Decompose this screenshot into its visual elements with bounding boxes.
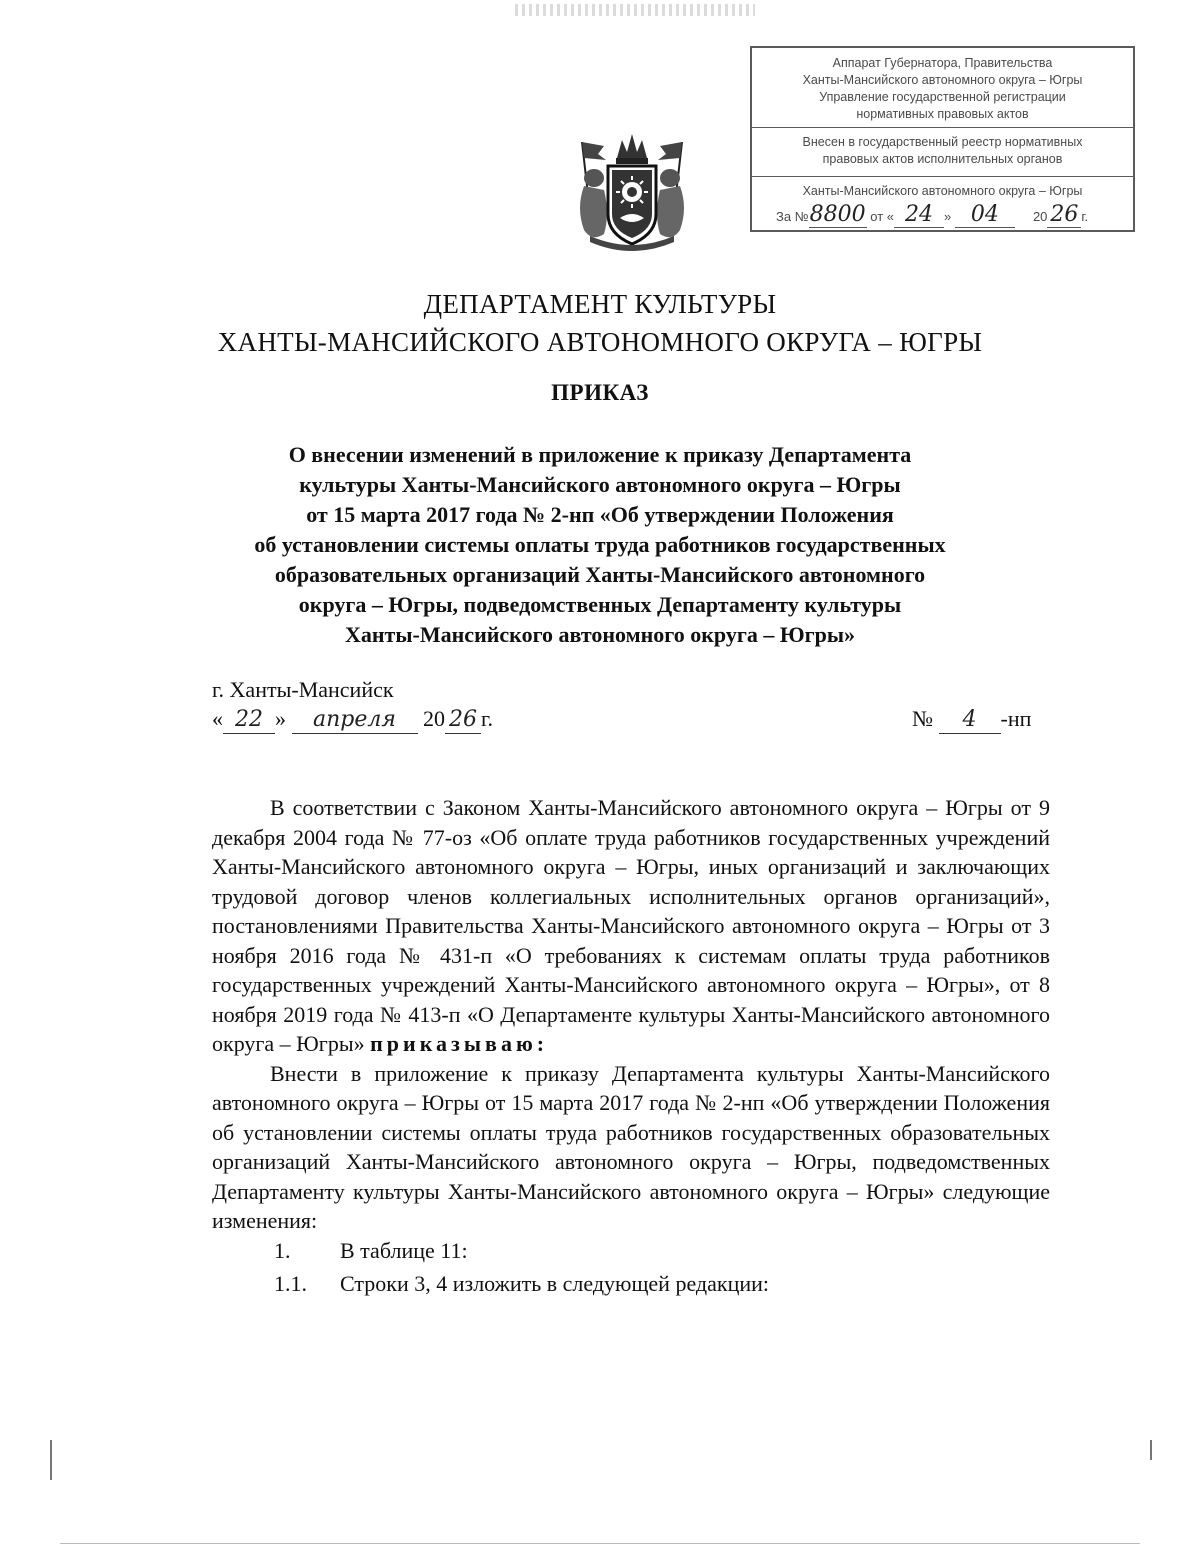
- list-item: [212, 1236, 1050, 1266]
- stamp-reg-suffix: г.: [1081, 209, 1089, 224]
- subject-line: культуры Ханты-Мансийского автономного округа – Югры: [299, 472, 901, 497]
- department-line: ХАНТЫ-МАНСИЙСКОГО АВТОНОМНОГО ОКРУГА – ЮГРЫ: [217, 327, 983, 357]
- date-day: 22: [223, 707, 275, 734]
- stamp-reg-number: 8800: [809, 202, 866, 227]
- stamp-org-line: Аппарат Губернатора, Правительства: [832, 56, 1053, 70]
- stamp-org-line: Управление государственной регистрации: [819, 90, 1066, 104]
- stamp-reg-month: 04: [955, 202, 1015, 228]
- margin-mark: [1150, 1440, 1152, 1460]
- number-prefix: №: [912, 706, 933, 731]
- bottom-rule: [60, 1543, 1140, 1544]
- list-item-number: 1.1.: [274, 1271, 307, 1296]
- document-date: [212, 706, 493, 734]
- preamble-paragraph: [212, 793, 1050, 1059]
- date-year-prefix: 20: [423, 706, 445, 731]
- stamp-reg-year-prefix: 20: [1032, 209, 1048, 224]
- stamp-org-line: Ханты-Мансийского автономного округа – Югры: [802, 73, 1083, 87]
- stamp-reg-year: 26: [1047, 202, 1081, 228]
- margin-mark: [50, 1440, 52, 1480]
- document-body: [212, 793, 1050, 1299]
- coat-of-arms-icon: [570, 130, 694, 260]
- order-word: приказываю:: [370, 1031, 549, 1056]
- subject-line: об установлении системы оплаты труда работников государственных: [254, 532, 946, 557]
- subject-line: округа – Югры, подведомственных Департаменту культуры: [298, 592, 902, 617]
- list-item: [212, 1269, 1050, 1299]
- department-line: ДЕПАРТАМЕНТ КУЛЬТУРЫ: [423, 289, 777, 319]
- date-open-quote: «: [212, 706, 223, 731]
- date-close-quote: »: [275, 706, 286, 731]
- stamp-reg-from: от «: [870, 209, 895, 224]
- scan-artifact: [515, 4, 755, 16]
- document-number: [912, 706, 1031, 734]
- date-month: апреля: [292, 707, 418, 734]
- department-name: [0, 285, 1200, 361]
- stamp-org-line: нормативных правовых актов: [856, 107, 1029, 121]
- preamble-text: В соответствии с Законом Ханты-Мансийского автономного округа – Югры от 9 декабря 2004 года № 77-оз «Об оплате труда работников государственных учреждений Ханты-Мансийского автономного округа – Югры, иных организаций и заключающих трудовой договор членов коллегиальных исполнительных органов организаций», постановлениями Правительства Ханты-Мансийского автономного округа – Югры от 3 ноября 2016 года № 431-п «О требованиях к системам оплаты труда работников государственных учреждений Ханты-Мансийского автономного округа – Югры», от 8 ноября 2019 года № 413-п «О Департаменте культуры Ханты-Мансийского автономного округа – Югры»: [212, 795, 1050, 1056]
- stamp-reg-prefix: За №: [776, 209, 809, 224]
- number-suffix: -нп: [1000, 706, 1032, 731]
- subject-line: Ханты-Мансийского автономного округа – Югры»: [344, 622, 856, 647]
- registration-stamp: [750, 46, 1135, 232]
- document-type: ПРИКАЗ: [551, 380, 649, 405]
- list-item-text: Строки 3, 4 изложить в следующей редакции:: [340, 1271, 770, 1296]
- list-item-text: В таблице 11:: [340, 1237, 468, 1263]
- stamp-registry: [752, 128, 1133, 168]
- subject-line: от 15 марта 2017 года № 2-нп «Об утверждении Положения: [306, 502, 894, 527]
- date-suffix: г.: [481, 706, 494, 731]
- stamp-region: Ханты-Мансийского автономного округа – Югры: [802, 184, 1083, 198]
- place-of-issue: г. Ханты-Мансийск: [212, 677, 394, 702]
- number-value: 4: [939, 707, 1001, 734]
- subject-line: О внесении изменений в приложение к приказу Департамента: [288, 442, 912, 467]
- stamp-reg-day: 24: [894, 202, 944, 228]
- list-item-number: 1.: [274, 1237, 291, 1263]
- stamp-registry-line: правовых актов исполнительных органов: [822, 152, 1063, 166]
- amendment-paragraph: Внести в приложение к приказу Департамента культуры Ханты-Мансийского автономного округа – Югры от 15 марта 2017 года № 2-нп «Об утверждении Положения об установлении системы оплаты труда работников государственных образовательных организаций Ханты-Мансийского автономного округа – Югры, подведомственных Департаменту культуры Ханты-Мансийского автономного округа – Югры» следующие изменения:: [212, 1060, 1050, 1233]
- stamp-reg-quote: »: [944, 209, 952, 224]
- stamp-organization: [752, 48, 1133, 123]
- date-year: 26: [445, 707, 481, 734]
- document-subject: [0, 440, 1200, 650]
- stamp-registration-number: [752, 202, 1133, 228]
- subject-line: образовательных организаций Ханты-Мансийского автономного: [274, 562, 926, 587]
- stamp-registry-line: Внесен в государственный реестр нормативных: [802, 135, 1083, 149]
